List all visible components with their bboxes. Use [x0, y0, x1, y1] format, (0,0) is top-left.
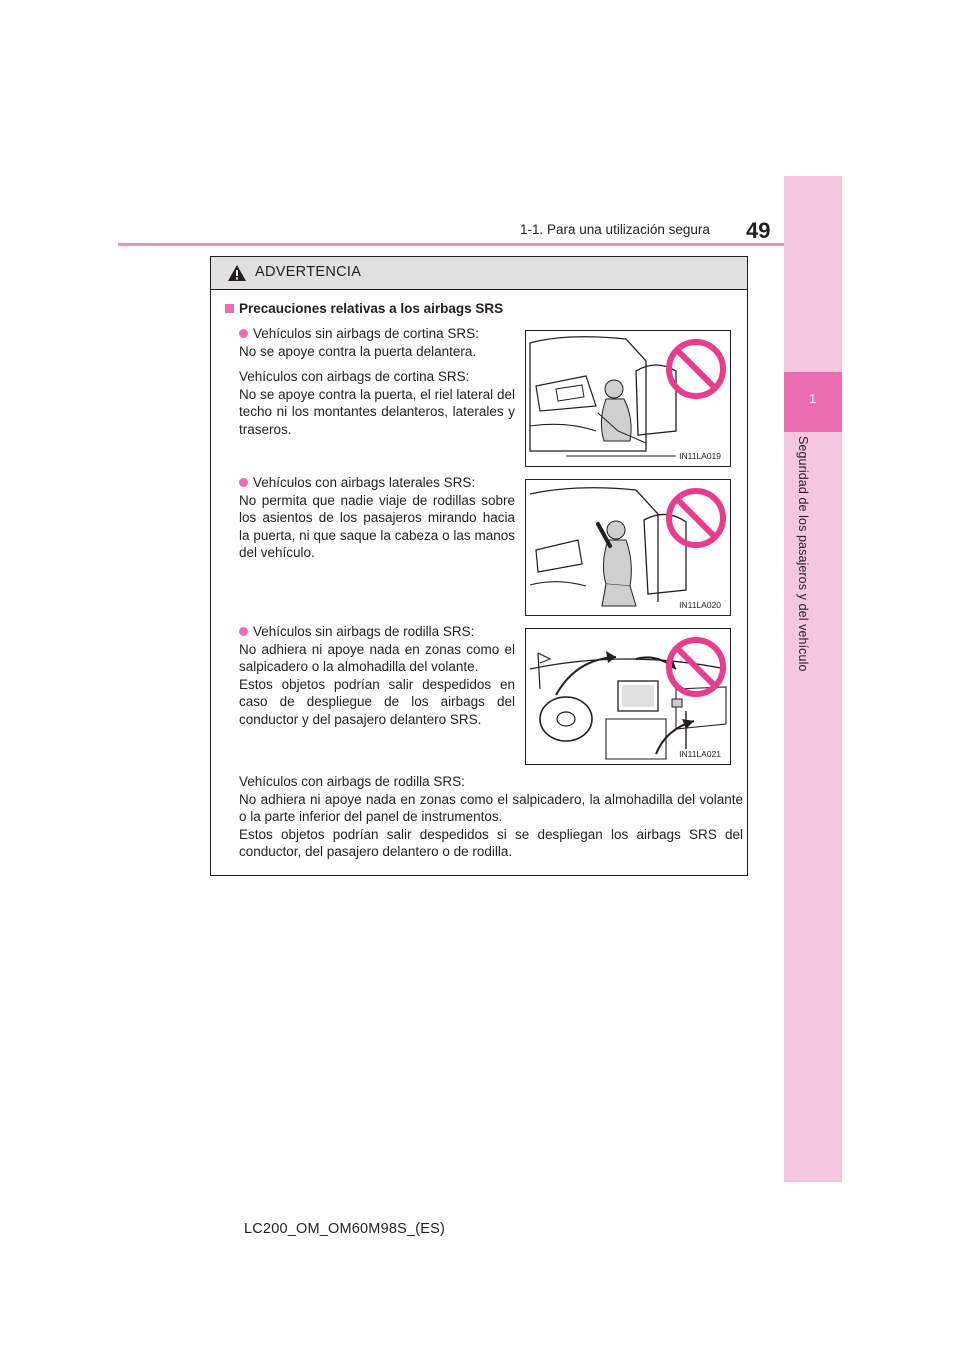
list-item — [239, 623, 515, 728]
item-lead: Vehículos con airbags laterales SRS: — [253, 475, 476, 490]
warning-triangle-icon — [227, 264, 247, 282]
warning-title: ADVERTENCIA — [255, 264, 362, 280]
chapter-title: Seguridad de los pasajeros y del vehículo — [796, 436, 810, 672]
chapter-number: 1 — [809, 391, 817, 406]
sub-heading-text: Precauciones relativas a los airbags SRS — [239, 301, 504, 316]
prohibition-icon — [664, 337, 728, 401]
figure-kneeling — [525, 479, 731, 616]
item-text: No adhiera ni apoye nada en zonas como el salpicadero o la almohadilla del volante. — [239, 641, 515, 674]
footer-doc-code: LC200_OM_OM60M98S_(ES) — [244, 1221, 446, 1237]
item-lead: Vehículos sin airbags de rodilla SRS: — [253, 624, 475, 639]
item-extra-lead: Vehículos con airbags de cortina SRS: — [239, 369, 470, 384]
figure-door-lean — [525, 330, 731, 467]
item-text-2: Estos objetos podrían salir despedidos en caso de despliegue de los airbags del conductor y del pasajero delantero SRS. — [239, 676, 515, 727]
square-bullet-icon — [225, 304, 234, 313]
round-bullet-icon — [239, 329, 248, 338]
item-text: No se apoye contra la puerta delantera. — [239, 343, 477, 359]
round-bullet-icon — [239, 627, 248, 636]
final-text-2: Estos objetos podrían salir despedidos si se despliegan los airbags SRS del conductor, del pasajero delantero o de rodilla. — [239, 826, 743, 859]
figure-code: IN11LA021 — [679, 749, 721, 759]
round-bullet-icon — [239, 478, 248, 487]
prohibition-icon — [664, 635, 728, 699]
figure-code: IN11LA020 — [679, 600, 721, 610]
section-title: 1-1. Para una utilización segura — [520, 222, 710, 237]
warning-box — [210, 256, 748, 876]
final-paragraph — [239, 773, 743, 861]
warning-header — [211, 257, 747, 290]
sub-heading — [225, 301, 503, 316]
final-lead: Vehículos con airbags de rodilla SRS: — [239, 774, 465, 789]
final-text: No adhiera ni apoye nada en zonas como el salpicadero, la almohadilla del volante o la parte inferior del panel de instrumentos. — [239, 791, 743, 824]
figure-code: IN11LA019 — [679, 451, 721, 461]
item-text: No permita que nadie viaje de rodillas sobre los asientos de los pasajeros mirando hacia la puerta, ni que saque la cabeza o las manos del vehículo. — [239, 492, 515, 560]
item-extra-text: No se apoye contra la puerta, el riel lateral del techo ni los montantes delanteros, laterales y traseros. — [239, 386, 515, 437]
list-item — [239, 474, 515, 562]
list-item — [239, 325, 515, 438]
prohibition-icon — [664, 486, 728, 550]
figure-dashboard — [525, 628, 731, 765]
item-lead: Vehículos sin airbags de cortina SRS: — [253, 326, 479, 341]
page-number: 49 — [746, 218, 771, 243]
header-rule — [118, 243, 784, 246]
